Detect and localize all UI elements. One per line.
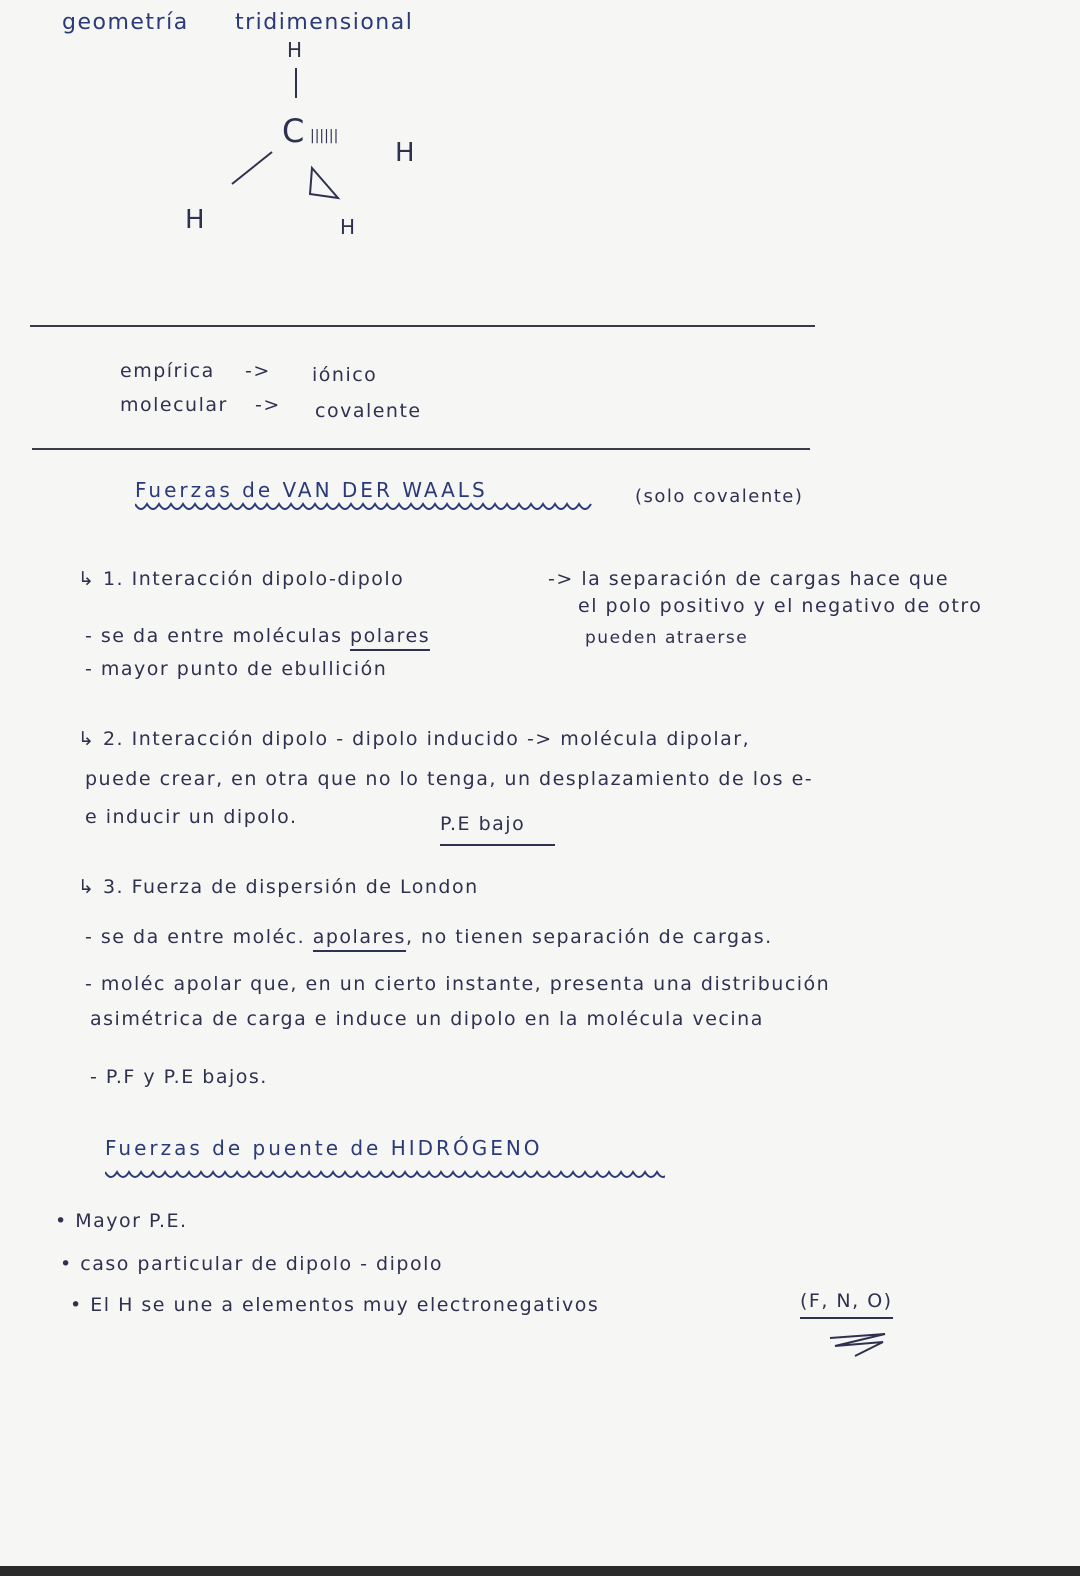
formula-label: molecular	[120, 394, 228, 416]
s2-underlined: P.E bajo	[440, 815, 555, 846]
vdw-heading: Fuerzas de VAN DER WAALS	[135, 478, 488, 502]
hydrogen-elements: (F, N, O)	[800, 1292, 893, 1319]
hydrogen-bullet: • Mayor P.E.	[55, 1210, 188, 1232]
formula-value: covalente	[315, 400, 422, 422]
underlined-term: apolares	[313, 926, 406, 952]
wavy-underline	[105, 1168, 665, 1182]
hydrogen-bullet: • caso particular de dipolo - dipolo	[60, 1253, 443, 1275]
squiggle-mark	[825, 1330, 895, 1360]
s1-def: pueden atraerse	[585, 628, 749, 648]
s2-line: puede crear, en otra que no lo tenga, un desplazamiento de los e-	[85, 768, 814, 790]
s1-def: el polo positivo y el negativo de otro	[578, 595, 983, 617]
wavy-underline	[135, 500, 595, 514]
bond-single	[295, 68, 297, 98]
vdw-note: (solo covalente)	[635, 486, 804, 507]
atom-h-bottom: H	[340, 215, 356, 239]
formula-value: iónico	[312, 364, 378, 386]
divider	[30, 325, 815, 327]
s1-title: ↳ 1. Interacción dipolo-dipolo	[78, 568, 405, 590]
s3-bullet: asimétrica de carga e induce un dipolo en la molécula vecina	[90, 1008, 764, 1030]
atom-h-left: H	[185, 205, 205, 235]
bond-dashed: ||||||	[310, 128, 339, 144]
title-tridimensional: tridimensional	[235, 10, 414, 35]
page-edge	[0, 1566, 1080, 1576]
arrow: ->	[245, 360, 271, 382]
formula-label: empírica	[120, 360, 215, 382]
atom-c: C	[282, 112, 305, 150]
s3-bullet	[85, 928, 773, 947]
hydrogen-heading: Fuerzas de puente de HIDRÓGENO	[105, 1136, 543, 1160]
text: - se da entre moléc.	[85, 926, 306, 948]
atom-h-right: H	[395, 138, 415, 168]
atom-h-top: H	[287, 38, 303, 62]
text: - se da entre moléculas	[85, 625, 343, 647]
bond-lines	[220, 140, 360, 220]
s3-bullet: - moléc apolar que, en un cierto instante, presenta una distribución	[85, 973, 831, 995]
hydrogen-bullet: • El H se une a elementos muy electronegativos	[70, 1294, 600, 1316]
underlined-term: polares	[350, 625, 430, 651]
s3-bullet: - P.F y P.E bajos.	[90, 1066, 268, 1088]
s2-line: e inducir un dipolo.	[85, 806, 298, 828]
text: , no tienen separación de cargas.	[405, 926, 773, 948]
s2-line: ↳ 2. Interacción dipolo - dipolo inducido -> molécula dipolar,	[78, 728, 751, 750]
s1-def: -> la separación de cargas hace que	[548, 568, 950, 590]
s1-bullet	[85, 627, 430, 646]
arrow: ->	[255, 394, 281, 416]
divider	[32, 448, 810, 450]
title-geometria: geometría	[62, 10, 189, 35]
s3-title: ↳ 3. Fuerza de dispersión de London	[78, 876, 479, 898]
s1-bullet: - mayor punto de ebullición	[85, 658, 388, 680]
